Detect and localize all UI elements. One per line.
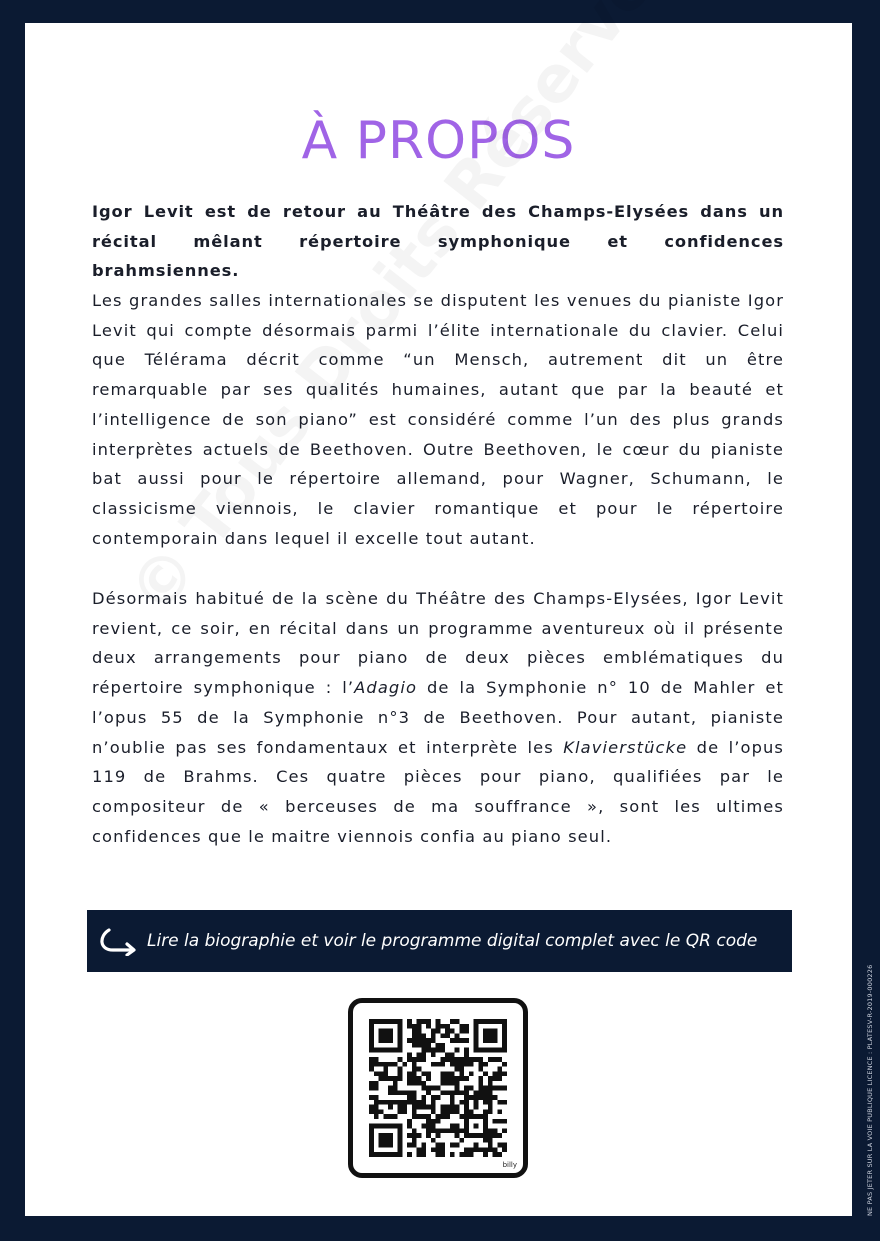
paragraph-2-part-3: de l’opus 119 de Brahms. Ces quatre pièces pour piano, qualifiées par le compositeur de « berceuses de ma souffrance », sont les ultimes confidences que le maitre viennois confia au piano seul. bbox=[92, 737, 785, 846]
qr-code[interactable] bbox=[348, 998, 528, 1178]
curved-arrow-icon bbox=[97, 926, 141, 956]
qr-call-to-action[interactable] bbox=[87, 910, 792, 972]
page-card bbox=[25, 23, 852, 1216]
page-title: À PROPOS bbox=[301, 111, 576, 171]
legal-notice: NE PAS JETER SUR LA VOIE PUBLIQUE LICENCE : PLATESV-R-2019-000226 bbox=[866, 964, 874, 1216]
paragraph-2-part-1: Désormais habitué de la scène du Théâtre des Champs-Elysées, Igor Levit revient, ce soir, en récital dans un programme aventureux où il présente deux arrangements pour piano de deux pièces emblématiques du répertoire symphonique : l’ bbox=[92, 589, 784, 698]
qr-brand-label: billy bbox=[502, 1161, 517, 1169]
paragraph-2 bbox=[92, 584, 784, 851]
klavierstucke-title: Klavierstücke bbox=[563, 737, 688, 757]
paragraph-2-part-2: de la Symphonie n° 10 de Mahler et l’opus 55 de la Symphonie n°3 de Beethoven. Pour autant, pianiste n’oublie pas ses fondamentaux et interprète les bbox=[92, 678, 784, 757]
paragraph-1: Les grandes salles internationales se disputent les venues du pianiste Igor Levit qui compte désormais parmi l’élite internationale du clavier. Celui que Télérama décrit comme “un Mensch, autrement dit un être remarquable par ses qualités humaines, autant que par la beauté et l’intelligence de son piano” est considéré comme l’un des plus grands interprètes actuels de Beethoven. Outre Beethoven, le cœur du pianiste bat aussi pour le répertoire allemand, pour Wagner, Schumann, le classicisme viennois, le clavier romantique et pour le répertoire contemporain dans lequel il excelle tout autant. bbox=[92, 291, 784, 548]
intro-paragraph: Igor Levit est de retour au Théâtre des Champs-Elysées dans un récital mêlant répertoire symphonique et confidences brahmsiennes. bbox=[92, 202, 784, 281]
qr-code-matrix bbox=[369, 1019, 507, 1157]
adagio-title: Adagio bbox=[354, 678, 418, 698]
cta-label: Lire la biographie et voir le programme digital complet avec le QR code bbox=[147, 931, 758, 951]
